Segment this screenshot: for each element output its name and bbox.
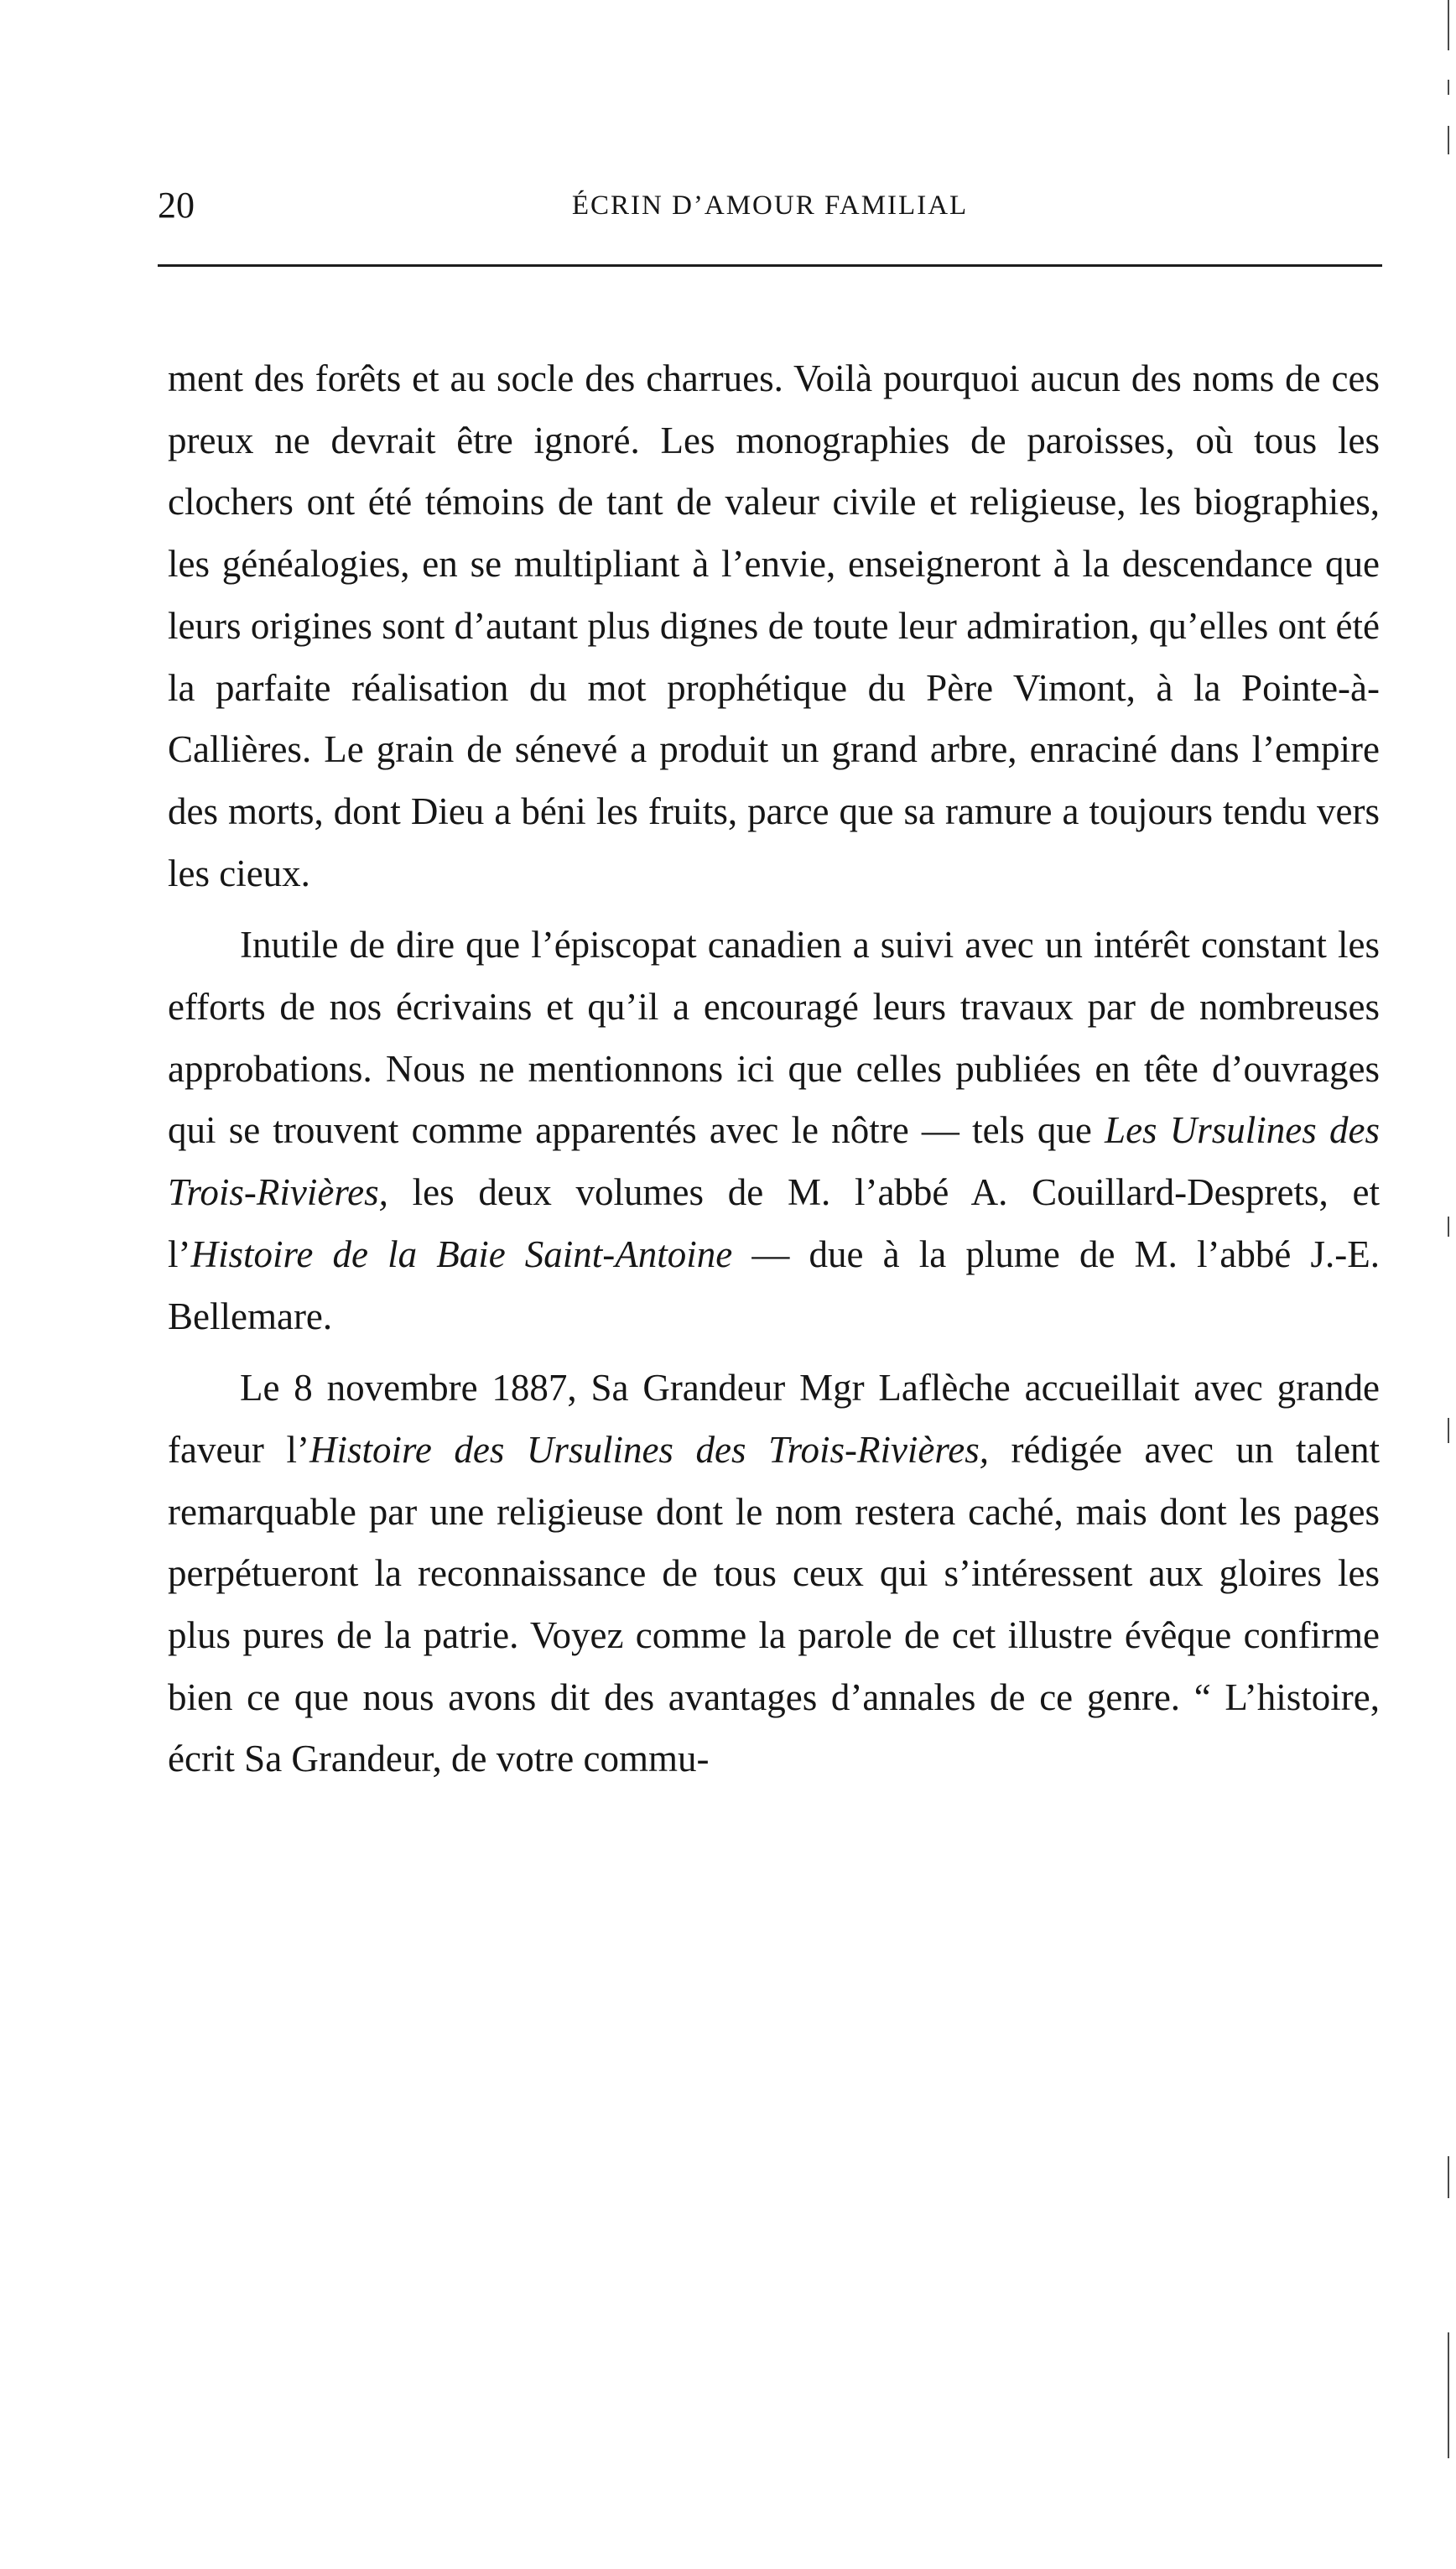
paragraph-3-text-2: rédigée avec un talent remarquable par une religieuse dont le nom restera caché, mais dont les pages perpétueront la reconnaissance de tous ceux qui s’intéressent aux gloires les plus pures de la patrie. Voyez comme la parole de cet illustre évêque confirme bien ce que nous avons dit des avantages d’annales de ce genre. “ L’histoire, écrit Sa Grandeur, de votre commu- (168, 1428, 1381, 1780)
book-title-histoire-ursulines: Histoire des Ursulines des Trois-Rivières, (309, 1428, 989, 1471)
running-head (158, 180, 1382, 231)
paragraph-1 (168, 348, 1380, 904)
book-title-baie-saint-antoine: Histoire de la Baie Saint-Antoine (190, 1232, 733, 1275)
paragraph-3-text-1: Le 8 novembre 1887, Sa Grandeur Mgr Laflèche accueillait avec grande faveur l’ (168, 1367, 1380, 1471)
header-rule (158, 264, 1382, 267)
paragraph-2-text-1: Inutile de dire que l’épiscopat canadien a suivi avec un intérêt constant les efforts de nos écrivains et qu’il a encouragé leurs travaux par de nombreuses approbations. Nous ne mentionnons ici que celles publiées en tête d’ouvrages qui se trouvent comme apparentés avec le nôtre — tels que (168, 924, 1380, 1152)
book-title-ursulines: Les Ursulines des Trois-Rivières, (168, 1109, 1380, 1214)
paragraph-3 (168, 1357, 1380, 1790)
paragraph-2-text-2: les deux volumes de M. l’abbé A. Couillard-Desprets, et l’ (168, 1171, 1380, 1275)
edge-mark (1448, 126, 1449, 154)
paragraph-1-text: ment des forêts et au socle des charrues. Voilà pourquoi aucun des noms de ces preux ne devrait être ignoré. Les monographies de paroisses, où tous les clochers ont été témoins de tant de valeur civile et religieuse, les biographies, les généalogies, en se multipliant à l’envie, enseigneront à la descendance que leurs origines sont d’autant plus dignes de toute leur admiration, qu’elles ont été la parfaite réalisation du mot prophétique du Père Vimont, à la Pointe-à-Callières. Le grain de sénevé a produit un grand arbre, enraciné dans l’empire des morts, dont Dieu a béni les fruits, parce que sa ramure a toujours tendu vers les cieux. (168, 357, 1380, 894)
paragraph-2 (168, 915, 1380, 1347)
edge-mark (1448, 1217, 1449, 1237)
edge-mark (1448, 0, 1449, 50)
paragraph-2-text-3: — due à la plume de M. l’abbé J.-E. Bellemare. (168, 1232, 1380, 1337)
edge-mark (1448, 1418, 1449, 1443)
edge-mark (1448, 2156, 1449, 2198)
edge-mark (1448, 2332, 1449, 2458)
body-text (168, 348, 1380, 1800)
page-edge-marks (1431, 0, 1456, 2569)
edge-mark (1448, 80, 1449, 95)
running-title: ÉCRIN D’AMOUR FAMILIAL (571, 190, 969, 221)
page-number: 20 (158, 185, 195, 226)
